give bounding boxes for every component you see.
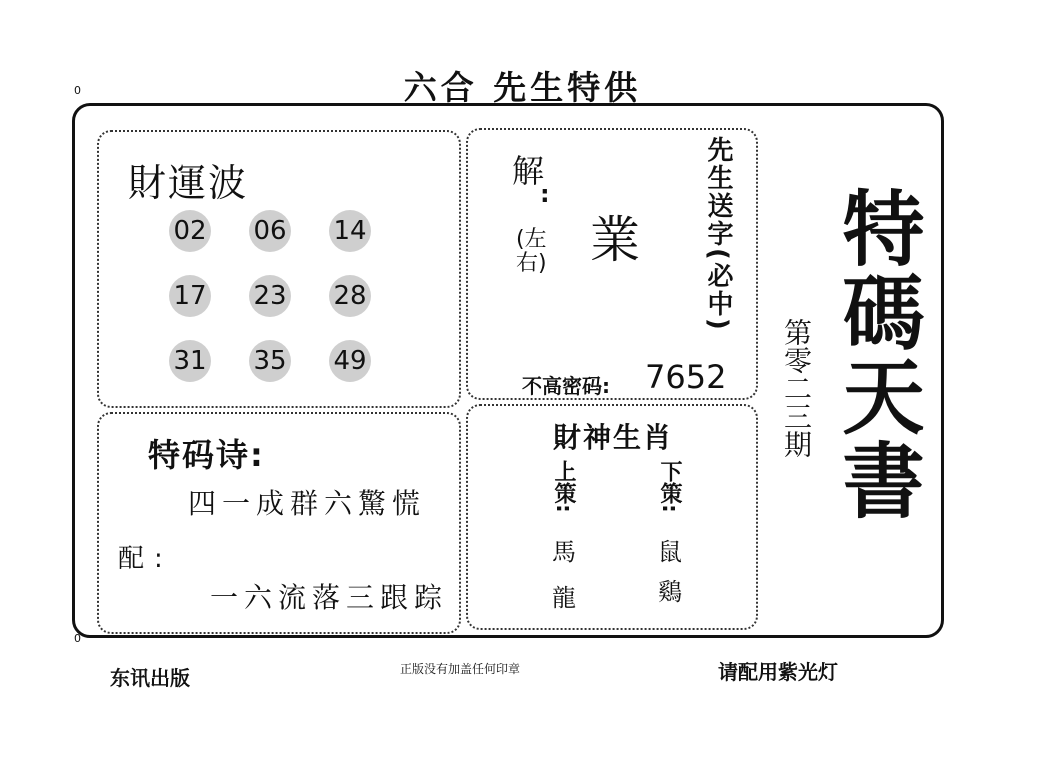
poem-line-1: 四一成群六驚慌 <box>188 487 427 520</box>
big-title: 特碼天書 <box>829 186 924 522</box>
page-title: 六合 先生特供 <box>403 68 642 107</box>
number-ball: 02 <box>150 198 230 263</box>
zodiac-upper-label: 上策: <box>551 460 576 513</box>
footer-uv-note: 请配用紫光灯 <box>718 660 838 684</box>
wealth-heading: 財運波 <box>128 161 249 205</box>
riddle-jie: 解 <box>512 152 545 190</box>
riddle-songzi: 先生送字(必中) <box>703 136 733 332</box>
zodiac-heading: 財神生肖 <box>552 421 673 454</box>
number-ball: 28 <box>310 263 390 328</box>
poem-pei-label: 配: <box>118 544 173 574</box>
corner-mark-top: 0 <box>74 84 81 97</box>
number-ball: 06 <box>230 198 310 263</box>
number-ball: 14 <box>310 198 390 263</box>
number-grid <box>150 198 390 383</box>
zodiac-lower-animal: 鷄 <box>658 578 682 606</box>
riddle-jie-colon: : <box>540 180 550 208</box>
bugao-label: 不高密码: <box>522 374 610 398</box>
zodiac-upper-animal: 龍 <box>552 584 576 612</box>
number-ball: 35 <box>230 328 310 393</box>
zodiac-lower-label: 下策: <box>657 460 682 513</box>
number-ball: 31 <box>150 328 230 393</box>
corner-mark-bottom: 0 <box>74 632 81 645</box>
footer-notice: 正版没有加盖任何印章 <box>400 662 521 676</box>
zodiac-lower-animal: 鼠 <box>658 538 682 566</box>
bugao-number: 7652 <box>645 358 727 396</box>
number-ball: 23 <box>230 263 310 328</box>
issue-number: 第零二三期 <box>780 318 813 458</box>
poem-heading: 特码诗: <box>148 436 265 474</box>
riddle-word: 業 <box>590 211 640 269</box>
number-ball: 17 <box>150 263 230 328</box>
riddle-zuoyou: (左右) <box>516 227 547 276</box>
number-ball: 49 <box>310 328 390 393</box>
zodiac-upper-animal: 馬 <box>552 538 576 566</box>
poem-line-2: 一六流落三跟踪 <box>210 581 449 614</box>
footer-publisher: 东讯出版 <box>110 666 190 690</box>
